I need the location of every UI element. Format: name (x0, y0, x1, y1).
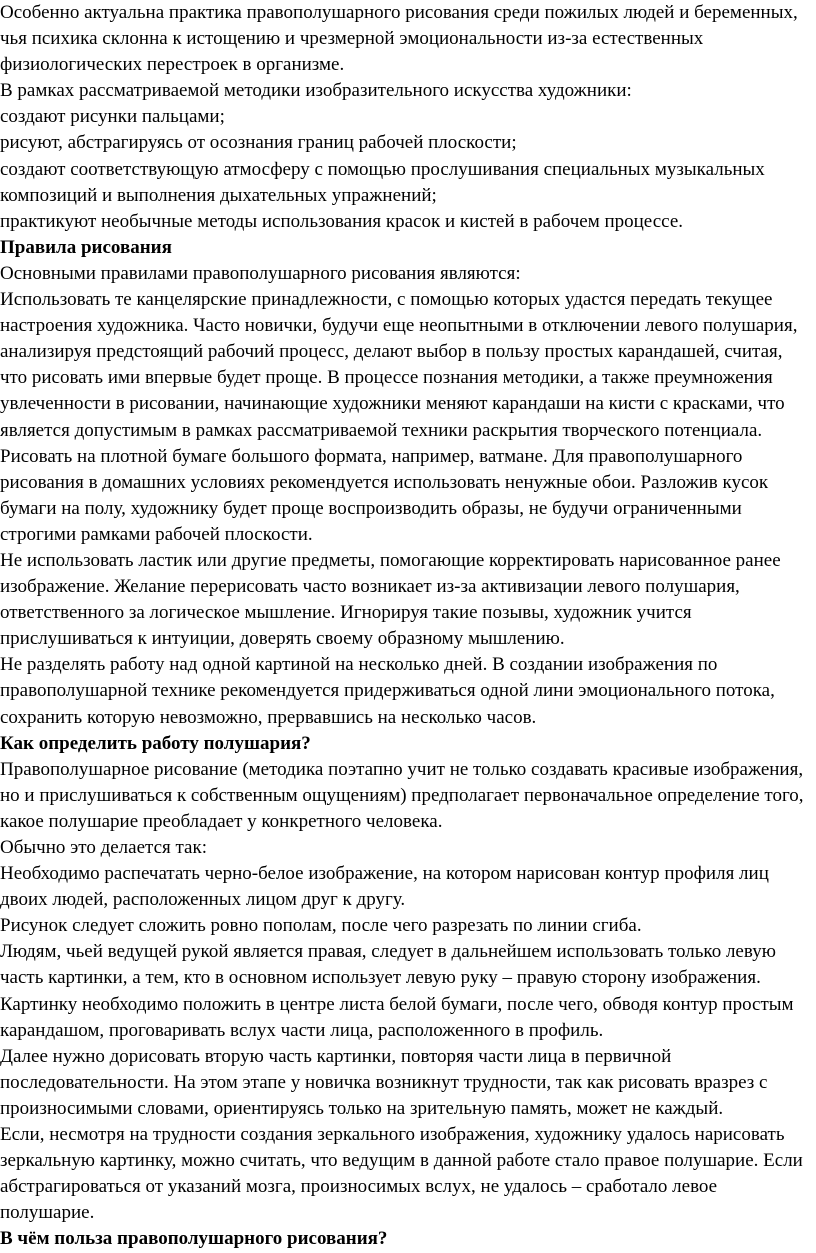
list-item: Людям, чьей ведущей рукой является правая, следует в дальнейшем использовать только левую часть картинки, а тем, кто в основном использует левую руку – правую сторону изображения. (0, 941, 776, 989)
list-item: создают соответствующую атмосферу с помощью прослушивания специальных музыкальных композиций и выполнения дыхательных упражнений; (0, 158, 765, 206)
list-item: Не использовать ластик или другие предметы, помогающие корректировать нарисованное ранее изображение. Желание перерисовать часто возникает из-за активизации левого полушария, ответственного за логическое мышление. Игнорируя такие позывы, художник учится прислушиваться к интуиции, доверять своему образному мышлению. (0, 549, 781, 650)
list-item: рисуют, абстрагируясь от осознания границ рабочей плоскости; (0, 132, 517, 154)
paragraph: Если, несмотря на трудности создания зеркального изображения, художнику удалось нарисовать зеркальную картинку, можно считать, что ведущим в данной работе стало правое полушарие. Если абстрагироваться от указаний мозга, произносимых вслух, не удалось – сработало левое полушарие. (0, 1124, 803, 1224)
list-item: Картинку необходимо положить в центре листа белой бумаги, после чего, обводя контур простым карандашом, проговаривать вслух части лица, расположенного в профиль. (0, 993, 794, 1041)
section-heading: Как определить работу полушария? (0, 732, 311, 754)
section-heading: В чём польза правополушарного рисования? (0, 1228, 388, 1250)
list-item: Использовать те канцелярские принадлежности, с помощью которых удастся передать текущее настроения художника. Часто новички, будучи еще неопытными в отключении левого полушария, анализируя предстоящий рабочий процесс, делают выбор в пользу простых карандашей, считая, что рисовать ими впервые будет проще. В процессе познания методики, а также преумножения увлеченности в рисовании, начинающие художники меняют карандаши на кисти с красками, что является допустимым в рамках рассматриваемой техники раскрытия творческого потенциала. (0, 289, 798, 441)
paragraph: Правополушарное рисование (методика поэтапно учит не только создавать красивые изображения, но и прислушиваться к собственным ощущениям) предполагает первоначальное определение того, какое полушарие преобладает у конкретного человека. (0, 758, 804, 832)
paragraph: Основными правилами правополушарного рисования являются: (0, 262, 521, 284)
list-item: Не разделять работу над одной картиной на несколько дней. В создании изображения по правополушарной технике рекомендуется придерживаться одной лини эмоционального потока, сохранить которую невозможно, прервавшись на несколько часов. (0, 654, 775, 728)
list-item: создают рисунки пальцами; (0, 106, 225, 128)
paragraph: Обычно это делается так: (0, 837, 207, 858)
list-item: Рисунок следует сложить ровно пополам, после чего разрезать по линии сгиба. (0, 915, 642, 937)
list-item: Рисовать на плотной бумаге большого формата, например, ватмане. Для правополушарного рисования в домашних условиях рекомендуется использовать ненужные обои. Разложив кусок бумаги на полу, художнику будет проще воспроизводить образы, не будучи ограниченными строгими рамками рабочей плоскости. (0, 445, 769, 545)
list-item: практикуют необычные методы использования красок и кистей в рабочем процессе. (0, 210, 683, 232)
paragraph: В рамках рассматриваемой методики изобразительного искусства художники: (0, 80, 632, 102)
paragraph: Особенно актуальна практика правополушарного рисования среди пожилых людей и беременных, чья психика склонна к истощению и чрезмерной эмоциональности из-за естественных физиологических перестроек в организме. (0, 2, 798, 76)
section-heading: Правила рисования (0, 236, 172, 258)
list-item: Далее нужно дорисовать вторую часть картинки, повторяя части лица в первичной последовательности. На этом этапе у новичка возникнут трудности, так как рисовать вразрез с произносимыми словами, ориентируясь только на зрительную память, может не каждый. (0, 1045, 768, 1119)
list-item: Необходимо распечатать черно-белое изображение, на котором нарисован контур профиля лиц двоих людей, расположенных лицом друг к другу. (0, 863, 769, 911)
